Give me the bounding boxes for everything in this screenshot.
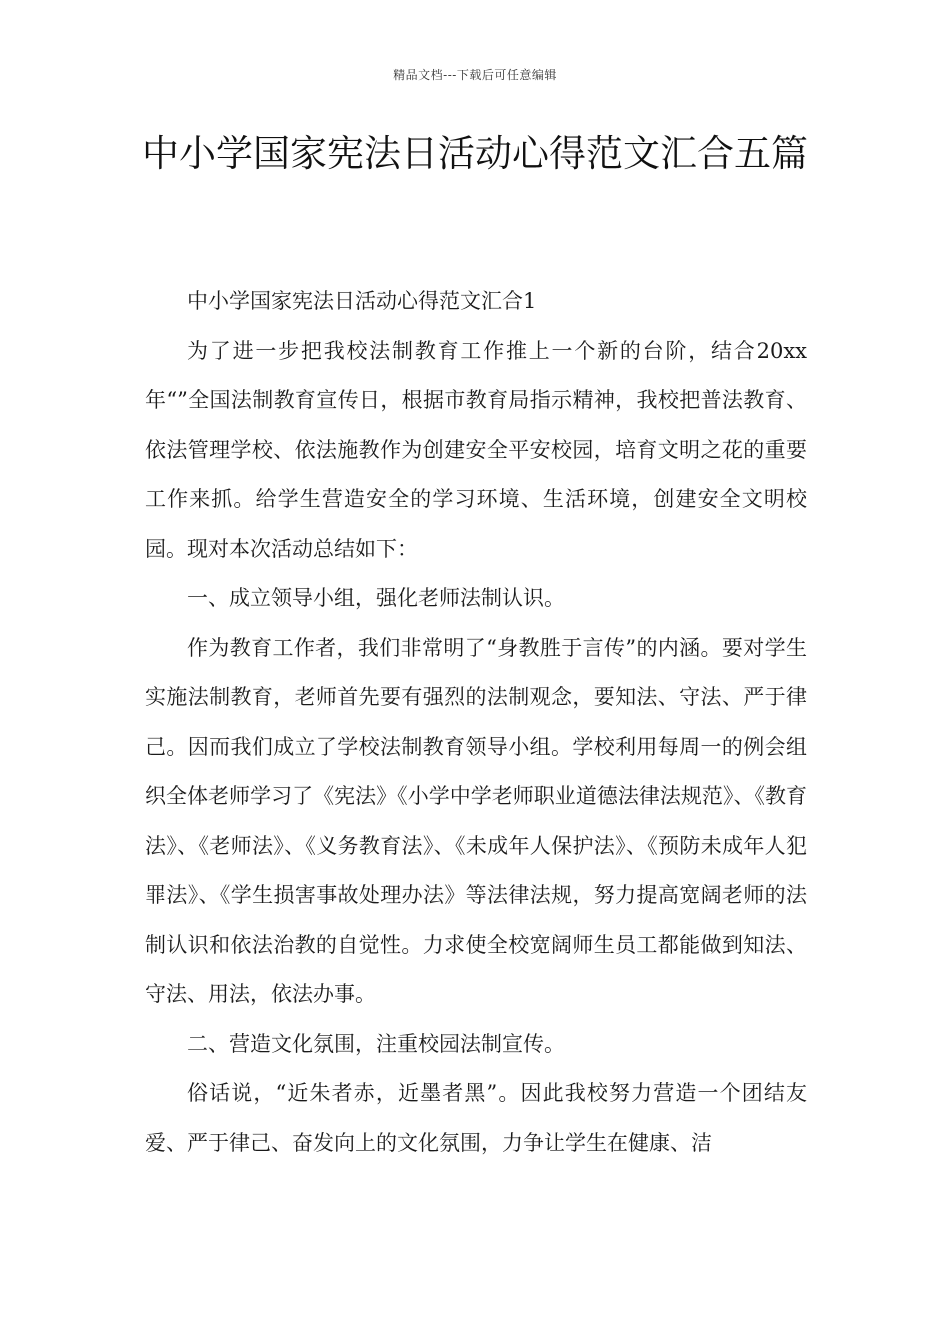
body-paragraph: 作为教育工作者，我们非常明了“身教胜于言传”的内涵。要对学生实施法制教育，老师首先要有强烈的法制观念，要知法、守法、严于律己。因而我们成立了学校法制教育领导小组。学校利用每周一的例会组织全体老师学习了《宪法》《小学中学老师职业道德法律法规范》、《教育法》、《老师法》、《义务教育法》、《未成年人保护法》、《预防未成年人犯罪法》、《学生损害事故处理办法》等法律法规，努力提高宽阔老师的法制认识和依法治教的自觉性。力求使全校宽阔师生员工都能做到知法、守法、用法，依法办事。 [145,635,807,1006]
section-heading: 二、营造文化氛围，注重校园法制宣传。 [187,1031,565,1056]
page-header-note: 精品文档---下载后可任意编辑 [393,68,557,82]
document-title: 中小学国家宪法日活动心得范文汇合五篇 [142,132,808,175]
document-body [145,277,807,1168]
section-heading: 一、成立领导小组，强化老师法制认识。 [187,586,565,610]
section-heading: 中小学国家宪法日活动心得范文汇合1 [187,289,537,313]
body-paragraph: 俗话说，“近朱者赤，近墨者黑”。因此我校努力营造一个团结友爱、严于律己、奋发向上的文化氛围，力争让学生在健康、洁 [145,1081,807,1155]
body-paragraph: 为了进一步把我校法制教育工作推上一个新的台阶，结合20xx年“”全国法制教育宣传日，根据市教育局指示精神，我校把普法教育、依法管理学校、依法施教作为创建安全平安校园，培育文明之花的重要工作来抓。给学生营造安全的学习环境、生活环境，创建安全文明校园。现对本次活动总结如下： [145,338,807,561]
